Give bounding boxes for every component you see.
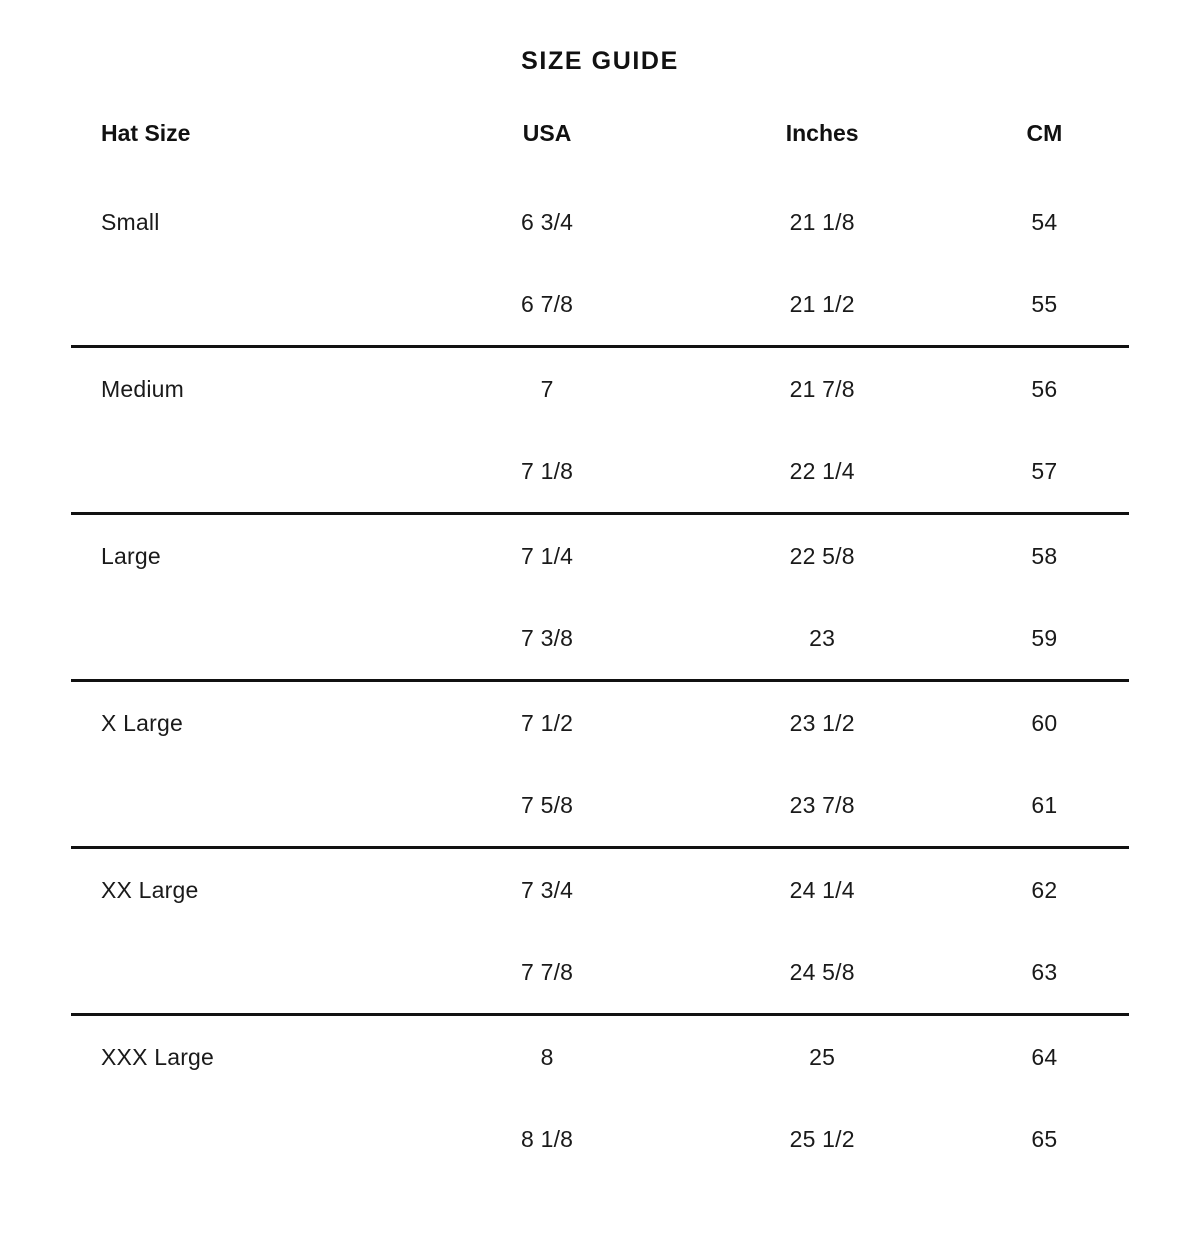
table-row bbox=[71, 263, 1129, 347]
cell-hat-size: Small bbox=[101, 208, 160, 235]
cell-inches: 23 bbox=[809, 624, 836, 651]
cell-cm: 57 bbox=[1031, 457, 1058, 484]
cell-cm: 62 bbox=[960, 848, 1129, 932]
cell-inches: 21 7/8 bbox=[685, 347, 960, 431]
column-header-cm: CM bbox=[1026, 120, 1063, 146]
column-header-usa: USA bbox=[522, 120, 572, 146]
cell-usa: 7 3/4 bbox=[410, 848, 685, 932]
cell-hat-size bbox=[71, 263, 410, 347]
table-row bbox=[71, 430, 1129, 514]
cell-inches: 22 1/4 bbox=[789, 457, 855, 484]
table-row bbox=[71, 1098, 1129, 1180]
cell-cm: 64 bbox=[960, 1015, 1129, 1099]
cell-cm: 58 bbox=[960, 514, 1129, 598]
cell-usa: 7 5/8 bbox=[521, 791, 574, 818]
column-header-inches: Inches bbox=[785, 120, 859, 146]
cell-hat-size bbox=[71, 430, 410, 514]
cell-cm: 63 bbox=[1031, 958, 1058, 985]
cell-inches: 23 1/2 bbox=[685, 681, 960, 765]
table-body bbox=[71, 181, 1129, 1180]
cell-hat-size: Large bbox=[71, 514, 410, 598]
cell-inches: 23 7/8 bbox=[789, 791, 855, 818]
cell-hat-size bbox=[71, 1098, 410, 1180]
cell-cm: 59 bbox=[1031, 624, 1058, 651]
cell-cm: 54 bbox=[1031, 208, 1058, 235]
cell-usa: 6 7/8 bbox=[521, 290, 574, 317]
cell-usa: 7 1/4 bbox=[410, 514, 685, 598]
table-row bbox=[71, 181, 1129, 263]
cell-hat-size bbox=[71, 764, 410, 848]
cell-cm: 56 bbox=[960, 347, 1129, 431]
cell-usa: 7 1/8 bbox=[521, 457, 574, 484]
cell-hat-size: Medium bbox=[71, 347, 410, 431]
table-row bbox=[71, 764, 1129, 848]
table-row bbox=[71, 514, 1129, 598]
cell-inches: 21 1/8 bbox=[789, 208, 855, 235]
cell-hat-size bbox=[71, 931, 410, 1015]
table-row bbox=[71, 597, 1129, 681]
cell-inches: 25 bbox=[685, 1015, 960, 1099]
cell-hat-size bbox=[71, 597, 410, 681]
cell-hat-size: X Large bbox=[71, 681, 410, 765]
size-guide-table bbox=[71, 120, 1129, 1180]
column-header-hat-size: Hat Size bbox=[101, 120, 191, 146]
table-header-row bbox=[71, 120, 1129, 181]
cell-inches: 21 1/2 bbox=[789, 290, 855, 317]
table-header bbox=[71, 120, 1129, 181]
table-row bbox=[71, 347, 1129, 431]
size-guide-page bbox=[0, 47, 1200, 1247]
table-row bbox=[71, 931, 1129, 1015]
cell-usa: 7 3/8 bbox=[521, 624, 574, 651]
page-title: SIZE GUIDE bbox=[521, 47, 679, 75]
cell-inches: 22 5/8 bbox=[685, 514, 960, 598]
cell-usa: 7 7/8 bbox=[521, 958, 574, 985]
cell-cm: 65 bbox=[1031, 1125, 1058, 1152]
cell-usa: 8 1/8 bbox=[521, 1125, 574, 1152]
cell-usa: 8 bbox=[410, 1015, 685, 1099]
table-row bbox=[71, 681, 1129, 765]
cell-inches: 24 5/8 bbox=[789, 958, 855, 985]
cell-inches: 25 1/2 bbox=[789, 1125, 855, 1152]
cell-usa: 7 bbox=[410, 347, 685, 431]
cell-usa: 6 3/4 bbox=[521, 208, 574, 235]
cell-hat-size: XX Large bbox=[71, 848, 410, 932]
cell-hat-size: XXX Large bbox=[71, 1015, 410, 1099]
cell-cm: 60 bbox=[960, 681, 1129, 765]
table-row bbox=[71, 848, 1129, 932]
cell-cm: 55 bbox=[1031, 290, 1058, 317]
cell-usa: 7 1/2 bbox=[410, 681, 685, 765]
table-row bbox=[71, 1015, 1129, 1099]
cell-inches: 24 1/4 bbox=[685, 848, 960, 932]
cell-cm: 61 bbox=[1031, 791, 1058, 818]
